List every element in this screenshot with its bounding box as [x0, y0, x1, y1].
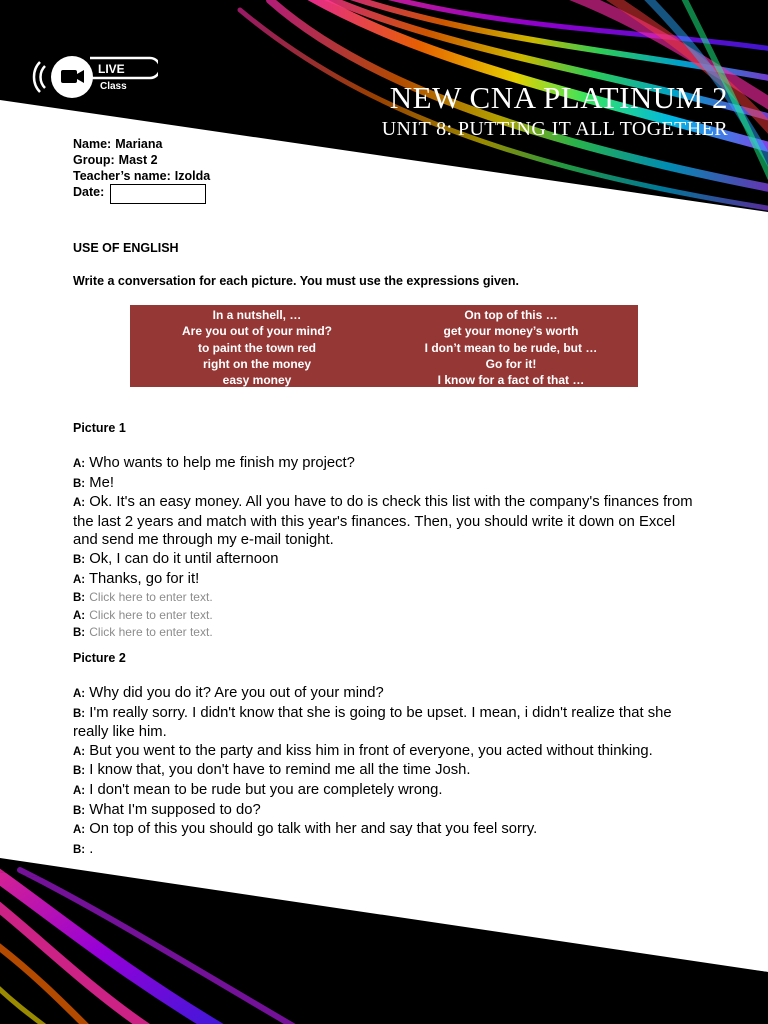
dialogue-text[interactable]: But you went to the party and kiss him in front of everyone, you acted without thinking. — [89, 742, 653, 759]
speaker-label: A: — [73, 745, 86, 758]
dialogue-line — [73, 454, 703, 474]
dialogue-text[interactable]: I don't mean to be rude but you are completely wrong. — [89, 781, 443, 798]
speaker-label: B: — [73, 843, 86, 856]
picture2-conversation — [73, 684, 703, 859]
speaker-label: A: — [73, 497, 86, 510]
dialogue-text[interactable]: Who wants to help me finish my project? — [89, 455, 355, 471]
dialogue-text[interactable]: Ok, I can do it until afternoon — [89, 550, 279, 567]
speaker-label: B: — [73, 592, 86, 605]
expression-item: I don’t mean to be rude, but … — [424, 340, 598, 355]
speaker-label: A: — [73, 784, 86, 797]
dialogue-line — [73, 820, 703, 840]
speaker-label: A: — [73, 609, 86, 622]
unit-subtitle: UNIT 8: PUTTING IT ALL TOGETHER — [381, 118, 728, 140]
expression-item: Are you out of your mind? — [182, 324, 332, 339]
dialogue-line — [73, 840, 703, 860]
speaker-label: A: — [73, 688, 86, 700]
expression-item: In a nutshell, … — [212, 308, 302, 322]
group-row — [73, 152, 210, 168]
expressions-right-column — [384, 305, 638, 387]
dialogue-line — [73, 704, 703, 742]
expressions-box — [130, 305, 638, 387]
dialogue-line — [73, 493, 703, 550]
picture2-label: Picture 2 — [73, 651, 126, 665]
date-label: Date: — [73, 185, 105, 199]
signal-left-outer-icon — [34, 62, 40, 92]
expression-item: I know for a fact of that … — [437, 373, 585, 388]
dialogue-text[interactable]: . — [89, 840, 94, 857]
instruction-text: Write a conversation for each picture. You must use the expressions given. — [73, 274, 519, 288]
teacher-value[interactable]: Izolda — [174, 169, 211, 183]
speaker-label: B: — [73, 627, 86, 640]
expressions-left-column — [130, 305, 384, 387]
expression-item: Go for it! — [485, 356, 537, 371]
live-class-logo — [30, 54, 158, 100]
dialogue-line — [73, 781, 703, 801]
dialogue-line — [73, 474, 703, 494]
dialogue-line — [73, 761, 703, 781]
expression-item: easy money — [222, 373, 292, 388]
signal-left-inner-icon — [41, 66, 46, 88]
dialogue-text[interactable]: What I'm supposed to do? — [89, 801, 261, 818]
page-title: NEW CNA PLATINUM 2 — [389, 80, 728, 115]
dialogue-text[interactable]: I know that, you don't have to remind me all the time Josh. — [89, 762, 471, 779]
dialogue-line — [73, 801, 703, 821]
dialogue-line — [73, 550, 703, 570]
dialogue-text[interactable]: Why did you do it? Are you out of your mind? — [89, 685, 384, 701]
date-field[interactable] — [110, 184, 206, 204]
text-placeholder-field[interactable]: Click here to enter text. — [89, 590, 213, 605]
picture1-conversation — [73, 454, 703, 642]
header-title-block — [382, 80, 728, 142]
text-placeholder-field[interactable]: Click here to enter text. — [89, 625, 213, 640]
video-camera-icon — [61, 70, 77, 83]
speaker-label: A: — [73, 458, 86, 470]
group-label: Group: — [73, 153, 115, 167]
speaker-label: A: — [73, 573, 86, 586]
dialogue-text[interactable]: Me! — [89, 474, 114, 491]
name-value[interactable]: Mariana — [115, 137, 163, 151]
student-info — [73, 136, 210, 204]
picture1-label: Picture 1 — [73, 421, 126, 435]
teacher-label: Teacher’s name: — [73, 169, 171, 183]
live-badge-text: LIVE — [98, 62, 125, 76]
speaker-label: B: — [73, 477, 86, 490]
expression-item: right on the money — [203, 356, 311, 371]
dialogue-text[interactable]: On top of this you should go talk with her and say that you feel sorry. — [89, 821, 538, 838]
name-label: Name: — [73, 137, 112, 151]
dialogue-text[interactable]: Ok. It's an easy money. All you have to do is check this list with the company's finances from the last 2 years and match with this year's finances. Then, you should write it down on Excel and send me through my e-mail tonight. — [73, 494, 693, 549]
date-row — [73, 184, 210, 204]
teacher-row — [73, 168, 210, 184]
live-sub-text: Class — [100, 81, 127, 92]
speaker-label: A: — [73, 824, 86, 837]
dialogue-line — [73, 570, 703, 590]
dialogue-line — [73, 684, 703, 704]
expression-item: On top of this … — [464, 308, 558, 322]
group-value[interactable]: Mast 2 — [118, 153, 158, 167]
expression-item: to paint the town red — [198, 340, 316, 355]
section-title: USE OF ENGLISH — [73, 241, 179, 255]
dialogue-line — [73, 589, 703, 607]
name-row — [73, 136, 210, 152]
speaker-label: B: — [73, 765, 86, 778]
dialogue-text[interactable]: I'm really sorry. I didn't know that she is going to be upset. I mean, i didn't realize that she really like him. — [73, 704, 672, 741]
speaker-label: B: — [73, 553, 86, 566]
speaker-label: B: — [73, 804, 86, 817]
dialogue-line — [73, 607, 703, 625]
expression-item: get your money’s worth — [443, 324, 579, 339]
dialogue-text[interactable]: Thanks, go for it! — [88, 570, 200, 587]
dialogue-line — [73, 624, 703, 642]
speaker-label: B: — [73, 707, 86, 720]
text-placeholder-field[interactable]: Click here to enter text. — [89, 607, 213, 622]
dialogue-line — [73, 742, 703, 762]
